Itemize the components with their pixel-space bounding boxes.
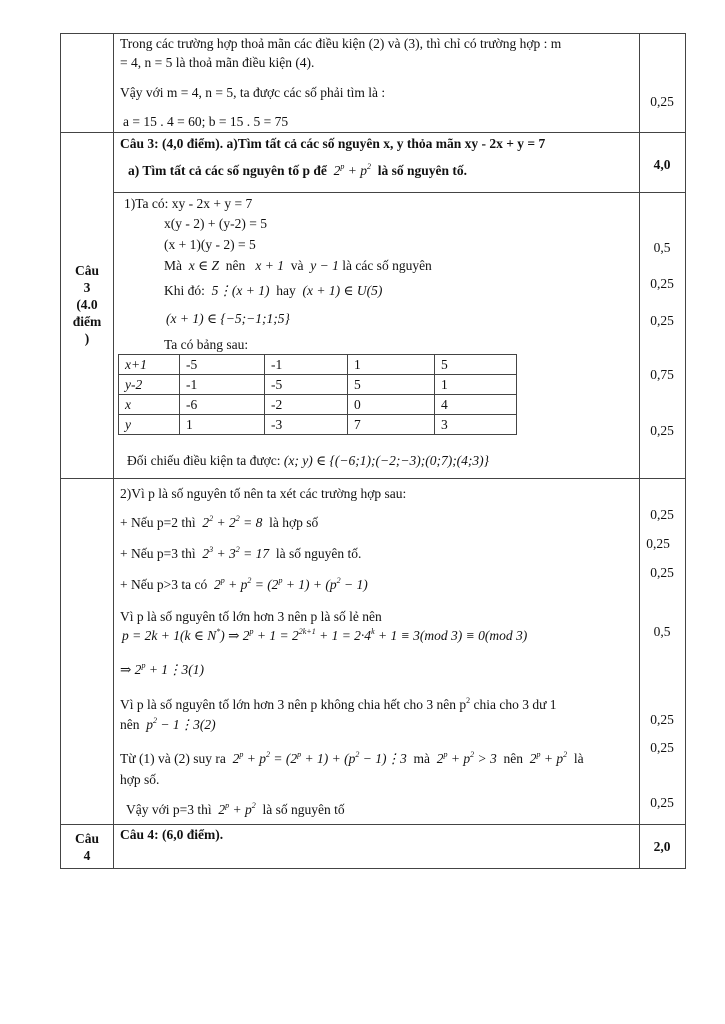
table-row: y-2 -1 -5 5 1 — [119, 375, 517, 395]
row-divider-1 — [60, 132, 686, 133]
table-border-bottom — [60, 868, 686, 869]
part2-line-3: + Nếu p=3 thì $2^3 + 3^2 = 17$ là số nguyên tố. — [120, 545, 362, 561]
prev-answer-line-4: a = 15 . 4 = 60; b = 15 . 5 = 75 — [123, 114, 289, 129]
cau3-label — [63, 262, 111, 347]
part1-line-2: x(y - 2) + (y-2) = 5 — [164, 216, 267, 231]
cau3-label-2: 3 — [83, 280, 91, 295]
part1-conclusion: Đối chiếu điều kiện ta được: (x; y) ∈ {(−6;1);(−2;−3);(0;7);(4;3)} — [127, 453, 490, 468]
cau4-label-2: 4 — [83, 848, 91, 863]
math-case-p2: $2^2 + 2^2 = 8$ — [198, 514, 266, 530]
math-case-p-gt-3: $2^p + p^2 = (2^p + 1) + (p^2 - 1)$ — [210, 576, 368, 592]
cau4-label-1: Câu — [74, 831, 99, 846]
part2-line-9: Từ (1) và (2) suy ra $2^p + p^2 = (2^p + 1) + (p^2$ − 1)⋮3 mà $2^p + p^2 > 3$ nên $2^p + p^2$ là — [120, 750, 584, 766]
math-case-p3: $2^3 + 3^2 = 17$ — [198, 545, 273, 561]
cau3-label-4: điểm — [72, 314, 102, 329]
part1-line-4: Mà x ∈ Z nên x + 1 và y − 1 là các số nguyên — [164, 258, 432, 273]
cau3-title: Câu 3: (4,0 điểm). a)Tìm tất cả các số nguyên x, y thỏa mãn xy - 2x + y = 7 — [120, 136, 546, 151]
math-sum-divisible: $2^p + p^2 = (2^p + 1) + (p^2$ − 1)⋮3 — [229, 750, 411, 766]
prev-answer-line-3: Vậy với m = 4, n = 5, ta được các số phải tìm là : — [120, 85, 386, 100]
part2-score-1: 0,25 — [650, 507, 674, 522]
math-y-minus-1: y − 1 — [306, 258, 339, 273]
part2-line-5: Vì p là số nguyên tố lớn hơn 3 nên p là số lẻ nên — [120, 609, 382, 624]
part2-score-3: 0,25 — [650, 565, 674, 580]
math-x-plus-1: x + 1 — [248, 258, 288, 273]
part1-line-5: Khi đó: 5⋮(x + 1) hay (x + 1) ∈ U(5) — [164, 283, 383, 298]
prev-answer-line-2: = 4, n = 5 là thoả mãn điều kiện (4). — [120, 55, 315, 70]
cau4-score: 2,0 — [653, 839, 671, 854]
math-x-in-z: x ∈ Z — [185, 258, 223, 273]
table-border-top — [60, 33, 686, 34]
part2-score-5: 0,25 — [650, 712, 674, 727]
cau3-subtitle — [128, 163, 467, 179]
cau3-subtitle-pre: a) Tìm tất cả các số nguyên tố p để — [128, 163, 327, 178]
cau3-label-3: (4.0 — [76, 297, 98, 312]
part1-solution-set: (x; y) ∈ {(−6;1);(−2;−3);(0;7);(4;3)} — [283, 453, 490, 468]
table-row: x+1 -5 -1 1 5 — [119, 355, 517, 375]
math-sum: $2^p + p^2$ — [526, 750, 568, 766]
row-divider-3 — [60, 478, 686, 479]
part1-line-7: Ta có bảng sau: — [164, 337, 249, 352]
part1-score-3: 0,25 — [650, 313, 674, 328]
part2-line-2: + Nếu p=2 thì $2^2 + 2^2 = 8$ là hợp số — [120, 514, 319, 530]
cau3-subtitle-post: là số nguyên tố. — [377, 163, 468, 178]
table-border-right — [685, 33, 686, 869]
part2-line-7: Vì p là số nguyên tố lớn hơn 3 nên p không chia hết cho 3 nên $p^2$ chia cho 3 dư 1 — [120, 696, 557, 712]
part2-line-1: 2)Vì p là số nguyên tố nên ta xét các trường hợp sau: — [120, 486, 407, 501]
cau4-title: Câu 4: (6,0 điểm). — [120, 827, 224, 842]
part2-eq-1: ⇒ $2^p$ + 1⋮3(1) — [120, 661, 205, 677]
table-divider-score — [639, 33, 640, 869]
part2-score-7: 0,25 — [650, 795, 674, 810]
part2-eq-2: $p^2$ − 1⋮3(2) — [142, 716, 216, 732]
math-sum-gt-3: $2^p + p^2 > 3$ — [433, 750, 501, 766]
part2-score-6: 0,25 — [650, 740, 674, 755]
math-divides: 5⋮(x + 1) — [208, 283, 273, 298]
part2-line-8: nên $p^2$ − 1⋮3(2) — [120, 716, 216, 732]
part1-score-4: 0,75 — [650, 367, 674, 382]
table-row: y 1 -3 7 3 — [119, 415, 517, 435]
prev-answer-score: 0,25 — [650, 94, 674, 109]
cau3-label-5: ) — [84, 331, 90, 346]
cau3-expr: $2^p + p^2$ — [330, 162, 371, 178]
part2-score-2: 0,25 — [646, 536, 670, 551]
table-border-left — [60, 33, 61, 869]
part1-score-2: 0,25 — [650, 276, 674, 291]
cau4-label — [63, 830, 111, 864]
row-divider-4 — [60, 824, 686, 825]
row-divider-2 — [113, 192, 686, 193]
part2-line-10: hợp số. — [120, 772, 160, 787]
prev-answer-line-1: Trong các trường hợp thoả mãn các điều kiện (2) và (3), thì chỉ có trường hợp : m — [120, 36, 562, 51]
part1-line-3: (x + 1)(y - 2) = 5 — [164, 237, 256, 252]
part1-score-1: 0,5 — [653, 240, 671, 255]
part2-line-11: Vậy với p=3 thì $2^p + p^2$ là số nguyên tố — [126, 801, 345, 817]
cau3-total-score: 4,0 — [653, 157, 671, 172]
part2-score-4: 0,5 — [653, 624, 671, 639]
part2-line-4: + Nếu p>3 ta có $2^p + p^2 = (2^p + 1) + (p^2 - 1)$ — [120, 576, 368, 592]
part1-line-1: 1)Ta có: xy - 2x + y = 7 — [124, 196, 253, 211]
math-divisor-set: (x + 1) ∈ U(5) — [299, 283, 383, 298]
table-divider-label — [113, 33, 114, 869]
table-row: x -6 -2 0 4 — [119, 395, 517, 415]
cau3-label-1: Câu — [74, 263, 99, 278]
part1-line-6: (x + 1) ∈ {−5;−1;1;5} — [166, 311, 290, 326]
part1-score-5: 0,25 — [650, 423, 674, 438]
values-table — [118, 354, 517, 435]
part2-line-6: p = 2k + 1(k ∈ N*) ⇒ $2^p + 1 = 2^{2k+1} + 1 = 2\cdot 4^k + 1 \equiv 3(mod$ 3) ≡ 0(mod 3) — [122, 627, 528, 643]
math-sum-final: $2^p + p^2$ — [215, 801, 256, 817]
